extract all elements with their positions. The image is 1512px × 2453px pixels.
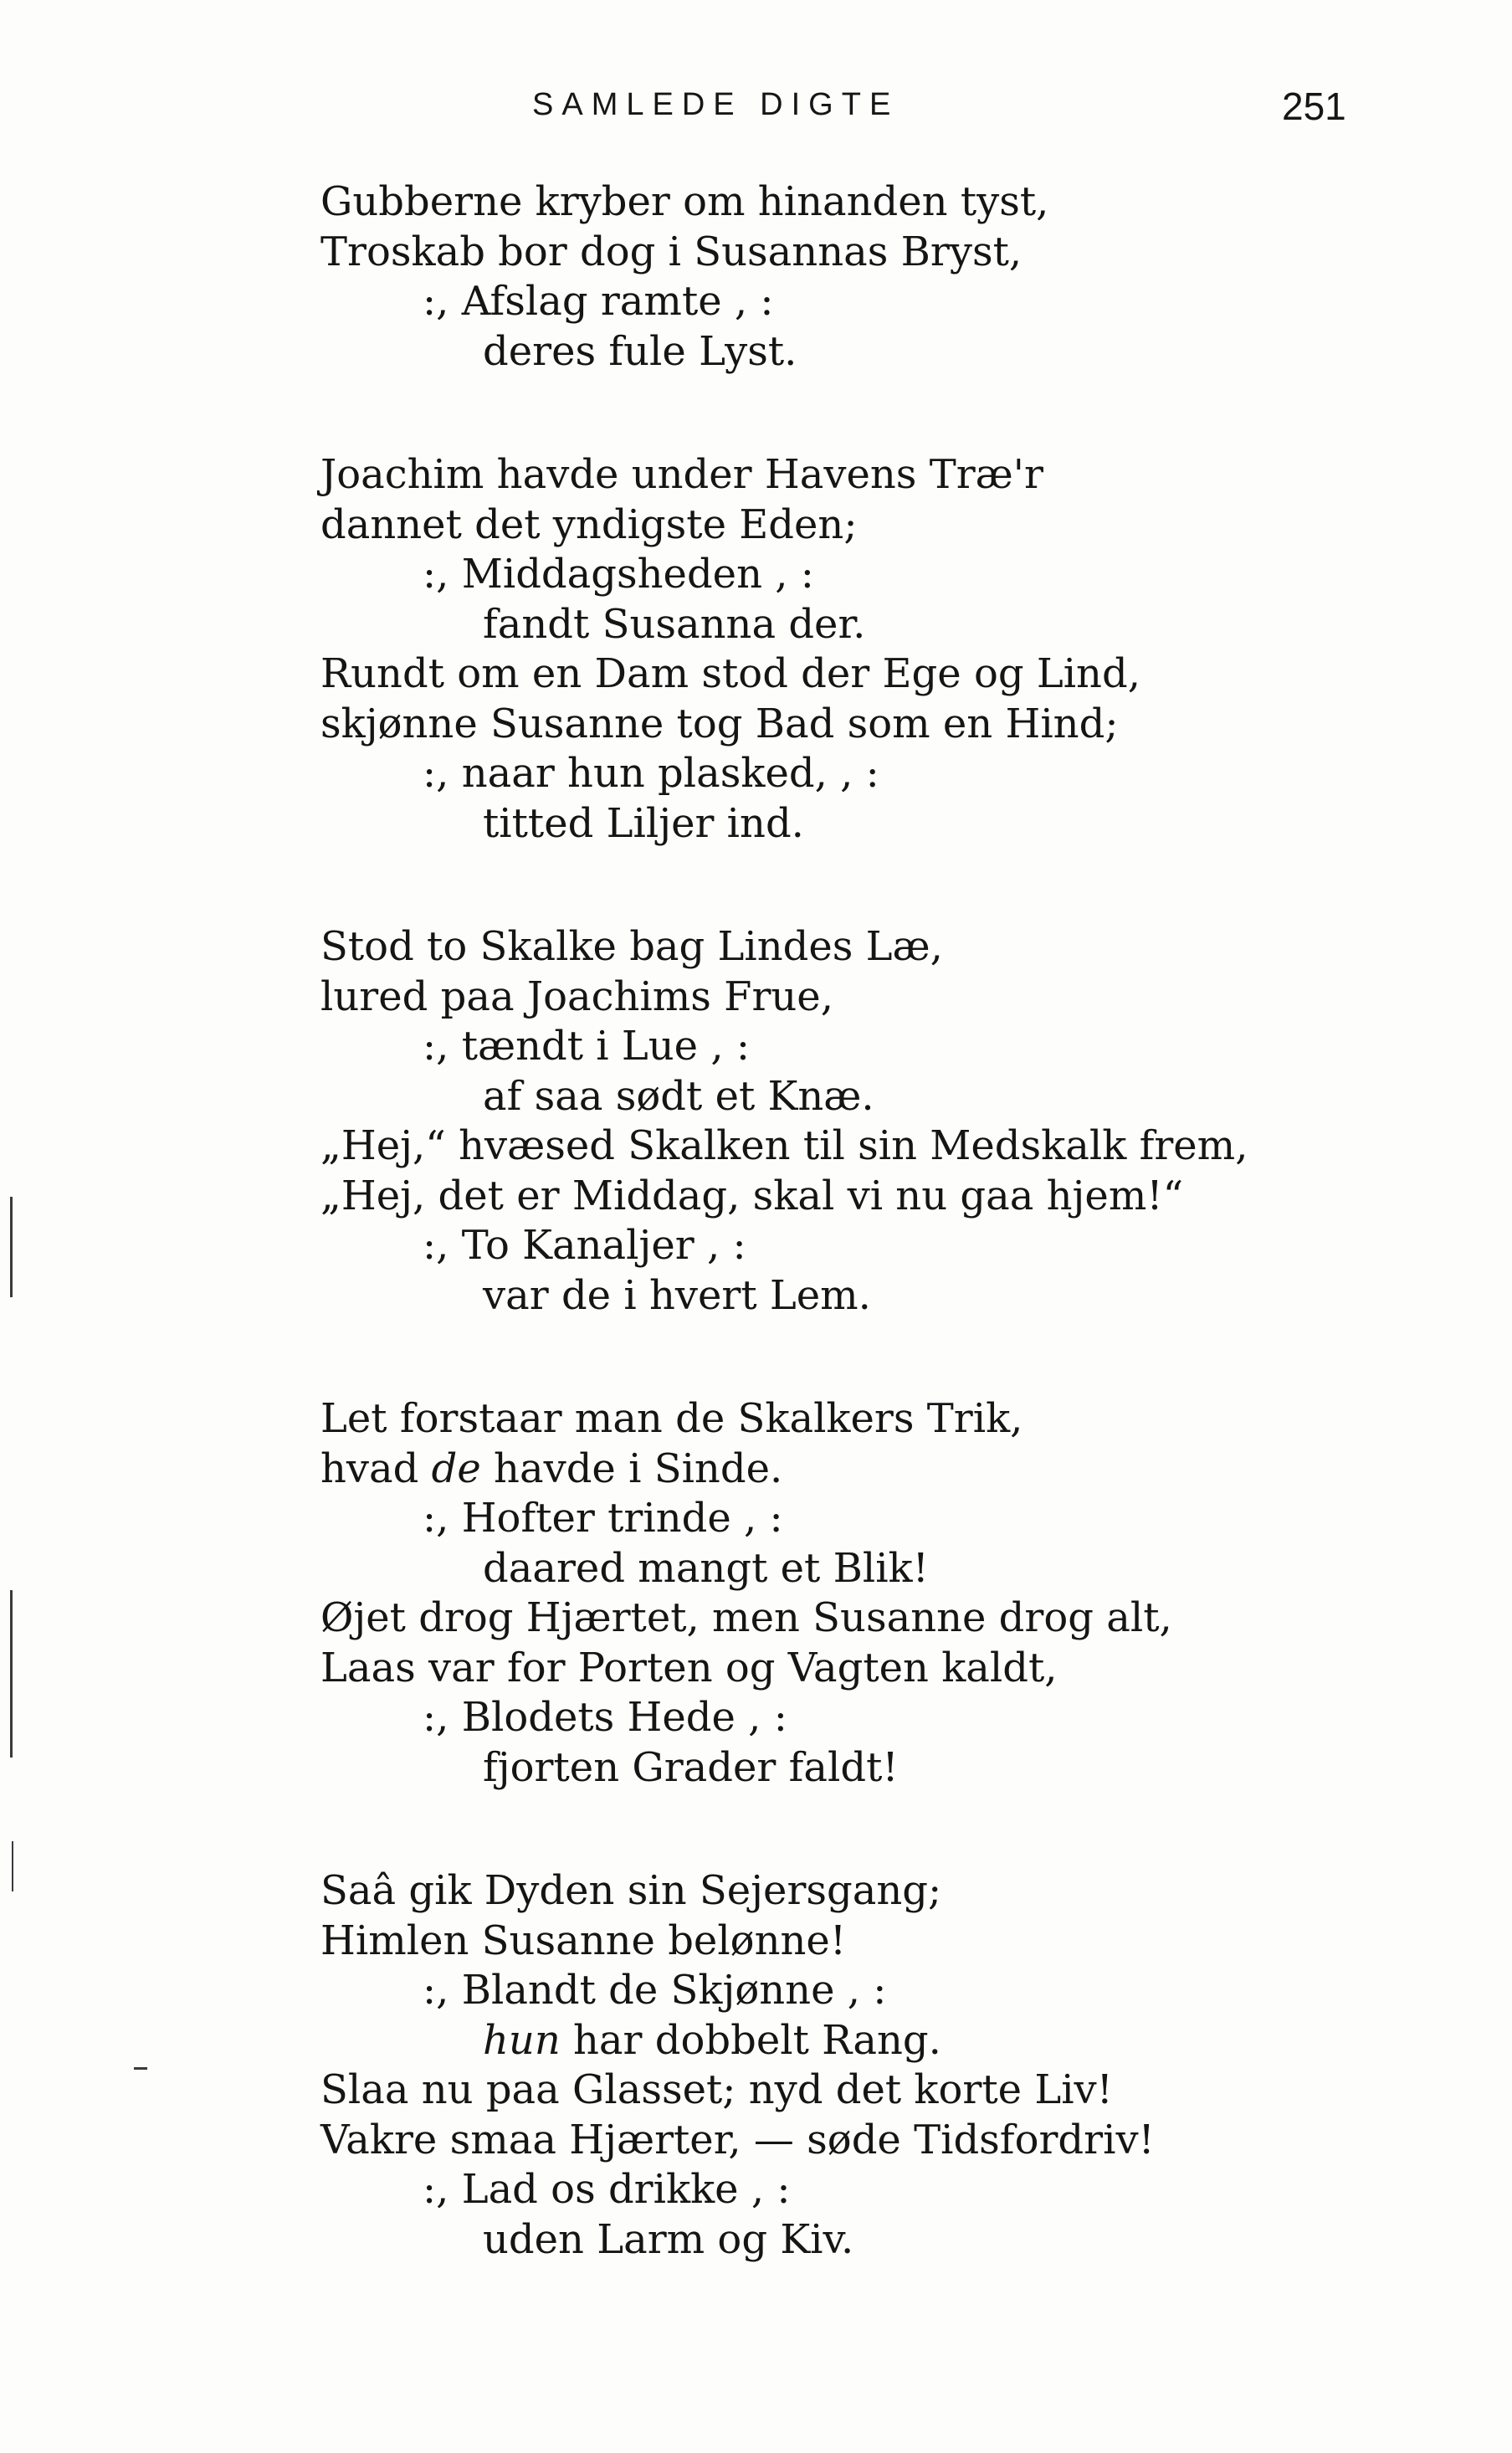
refrain-line: var de i hvert Lem. xyxy=(483,1271,871,1319)
verse-line: dannet det yndigste Eden; xyxy=(320,500,858,548)
stanza xyxy=(320,1394,1366,1793)
verse-line: Joachim havde under Havens Træ'r xyxy=(320,451,1043,498)
verse-line: Rundt om en Dam stod der Ege og Lind, xyxy=(320,650,1140,697)
refrain-line: :, Middagsheden , : xyxy=(423,551,814,598)
verse-line: Troskab bor dog i Susannas Bryst, xyxy=(320,228,1023,275)
refrain-line: :, Afslag ramte , : xyxy=(423,278,774,325)
page-number: 251 xyxy=(1282,85,1346,128)
verse-line: Slaa nu paa Glasset; nyd det korte Liv! xyxy=(320,2066,1113,2113)
verse-line: lured paa Joachims Frue, xyxy=(320,972,833,1020)
verse-text: har dobbelt Rang. xyxy=(560,2016,941,2064)
emphasized-word: de xyxy=(431,1445,481,1492)
verse-line: „Hej, det er Middag, skal vi nu gaa hjem!“ xyxy=(320,1172,1184,1219)
refrain-line: daared mangt et Blik! xyxy=(483,1544,929,1592)
stanza xyxy=(320,1866,1366,2265)
stanza xyxy=(320,450,1366,849)
scan-margin-mark xyxy=(10,1197,13,1297)
verse-line: Let forstaar man de Skalkers Trik, xyxy=(320,1395,1023,1442)
verse-text: hvad xyxy=(320,1445,432,1492)
refrain-line: uden Larm og Kiv. xyxy=(483,2215,854,2263)
running-head xyxy=(0,84,1512,134)
verse-line: Laas var for Porten og Vagten kaldt, xyxy=(320,1644,1058,1691)
verse-line: Himlen Susanne belønne! xyxy=(320,1917,847,1964)
refrain-line: titted Liljer ind. xyxy=(483,799,804,847)
verse-line: „Hej,“ hvæsed Skalken til sin Medskalk frem, xyxy=(320,1122,1248,1169)
refrain-line: :, Lad os drikke , : xyxy=(423,2166,791,2213)
refrain-line: :, Blodets Hede , : xyxy=(423,1694,787,1741)
verse-line: Stod to Skalke bag Lindes Læ, xyxy=(320,923,943,970)
refrain-line: fjorten Grader faldt! xyxy=(483,1743,899,1791)
stanza xyxy=(320,922,1366,1321)
verse-text: havde i Sinde. xyxy=(480,1445,783,1492)
refrain-line: deres fule Lyst. xyxy=(483,327,797,375)
verse-line: Gubberne kryber om hinanden tyst, xyxy=(320,178,1049,225)
verse-line: Øjet drog Hjærtet, men Susanne drog alt, xyxy=(320,1594,1172,1641)
refrain-line: fandt Susanna der. xyxy=(483,600,866,648)
scan-margin-mark xyxy=(134,2067,147,2070)
refrain-line xyxy=(320,2016,1366,2066)
scan-margin-mark xyxy=(12,1841,13,1891)
refrain-line: :, Hofter trinde , : xyxy=(423,1495,783,1542)
emphasized-word: hun xyxy=(483,2016,561,2064)
refrain-line: :, Blandt de Skjønne , : xyxy=(423,1967,887,2014)
refrain-line: af saa sødt et Knæ. xyxy=(483,1072,874,1120)
refrain-line: :, To Kanaljer , : xyxy=(423,1222,746,1269)
stanza xyxy=(320,177,1366,377)
verse-line xyxy=(320,1445,1366,1495)
running-title: SAMLEDE DIGTE xyxy=(532,87,900,122)
refrain-line: :, tændt i Lue , : xyxy=(423,1023,751,1070)
verse-line: Vakre smaa Hjærter, — søde Tidsfordriv! xyxy=(320,2116,1155,2163)
poem-text xyxy=(320,177,1366,2338)
verse-line: Saâ gik Dyden sin Sejersgang; xyxy=(320,1867,942,1914)
refrain-line: :, naar hun plasked, , : xyxy=(423,750,879,797)
scan-margin-mark xyxy=(10,1590,13,1758)
verse-line: skjønne Susanne tog Bad som en Hind; xyxy=(320,700,1119,747)
